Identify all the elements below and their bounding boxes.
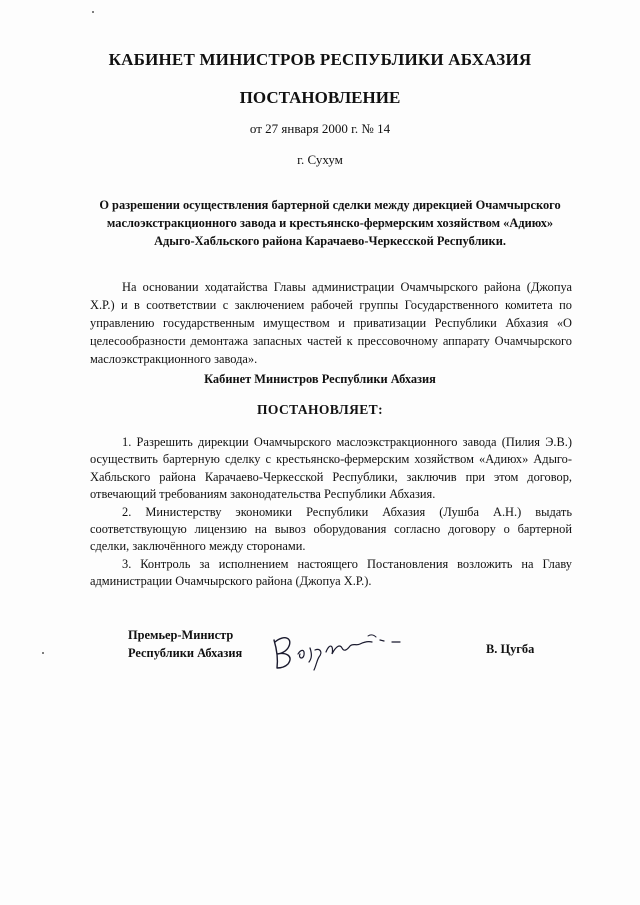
- handwritten-signature: [268, 624, 418, 674]
- signatory-title-line: Республики Абхазия: [128, 646, 243, 660]
- organization-header: КАБИНЕТ МИНИСТРОВ РЕСПУБЛИКИ АБХАЗИЯ: [108, 50, 532, 69]
- signatory-name: В. Цугба: [486, 642, 535, 656]
- decree-item: 1. Разрешить дирекции Очамчырского маслоэкстракционного завода (Пилия Э.В.) осуществить бартерную сделку с крестьянско-фермерским хозяйством «Адиюх» Адыго-Хабльского района Карачаево-Черкесской Республики, заключив при этом договор, отвечающий требованиям законодательства Республики Абхазия.: [90, 435, 572, 502]
- document-date-number: от 27 января 2000 г. № 14: [249, 121, 391, 136]
- decree-item: 2. Министерству экономики Республики Абхазия (Лушба А.Н.) выдать соответствующую лицензию на вывоз оборудования согласно договору о бартерной сделки, заключённого между сторонами.: [90, 504, 572, 554]
- document-type-title: ПОСТАНОВЛЕНИЕ: [239, 88, 401, 107]
- signatory-title-line: Премьер-Министр: [128, 628, 234, 642]
- decree-items: [90, 434, 572, 591]
- preamble-paragraph: На основании ходатайства Главы администрации Очамчырского района (Джопуа Х.Р.) и в соответствии с заключением рабочей группы Государственного комитета по управлению государственным имуществом и приватизации Республики Абхазия «О целесообразности демонтажа запасных частей к прессовочному аппарату Очамчырского маслоэкстракционного завода».: [90, 280, 572, 366]
- signatory-title: [128, 626, 242, 662]
- scan-speck: [42, 652, 44, 654]
- document-subject: О разрешении осуществления бартерной сделки между дирекцией Очамчырского маслоэкстракционного завода и крестьянско-фермерским хозяйством «Адиюх» Адыго-Хабльского района Карачаево-Черкесской Республики.: [99, 198, 561, 248]
- document-city: г. Сухум: [297, 152, 343, 167]
- decree-issuer: Кабинет Министров Республики Абхазия: [204, 372, 436, 386]
- decree-item: 3. Контроль за исполнением настоящего Постановления возложить на Главу администрации Очамчырского района (Джопуа Х.Р.).: [90, 556, 572, 589]
- decree-verb: ПОСТАНОВЛЯЕТ:: [256, 402, 383, 417]
- scan-speck: [92, 11, 94, 13]
